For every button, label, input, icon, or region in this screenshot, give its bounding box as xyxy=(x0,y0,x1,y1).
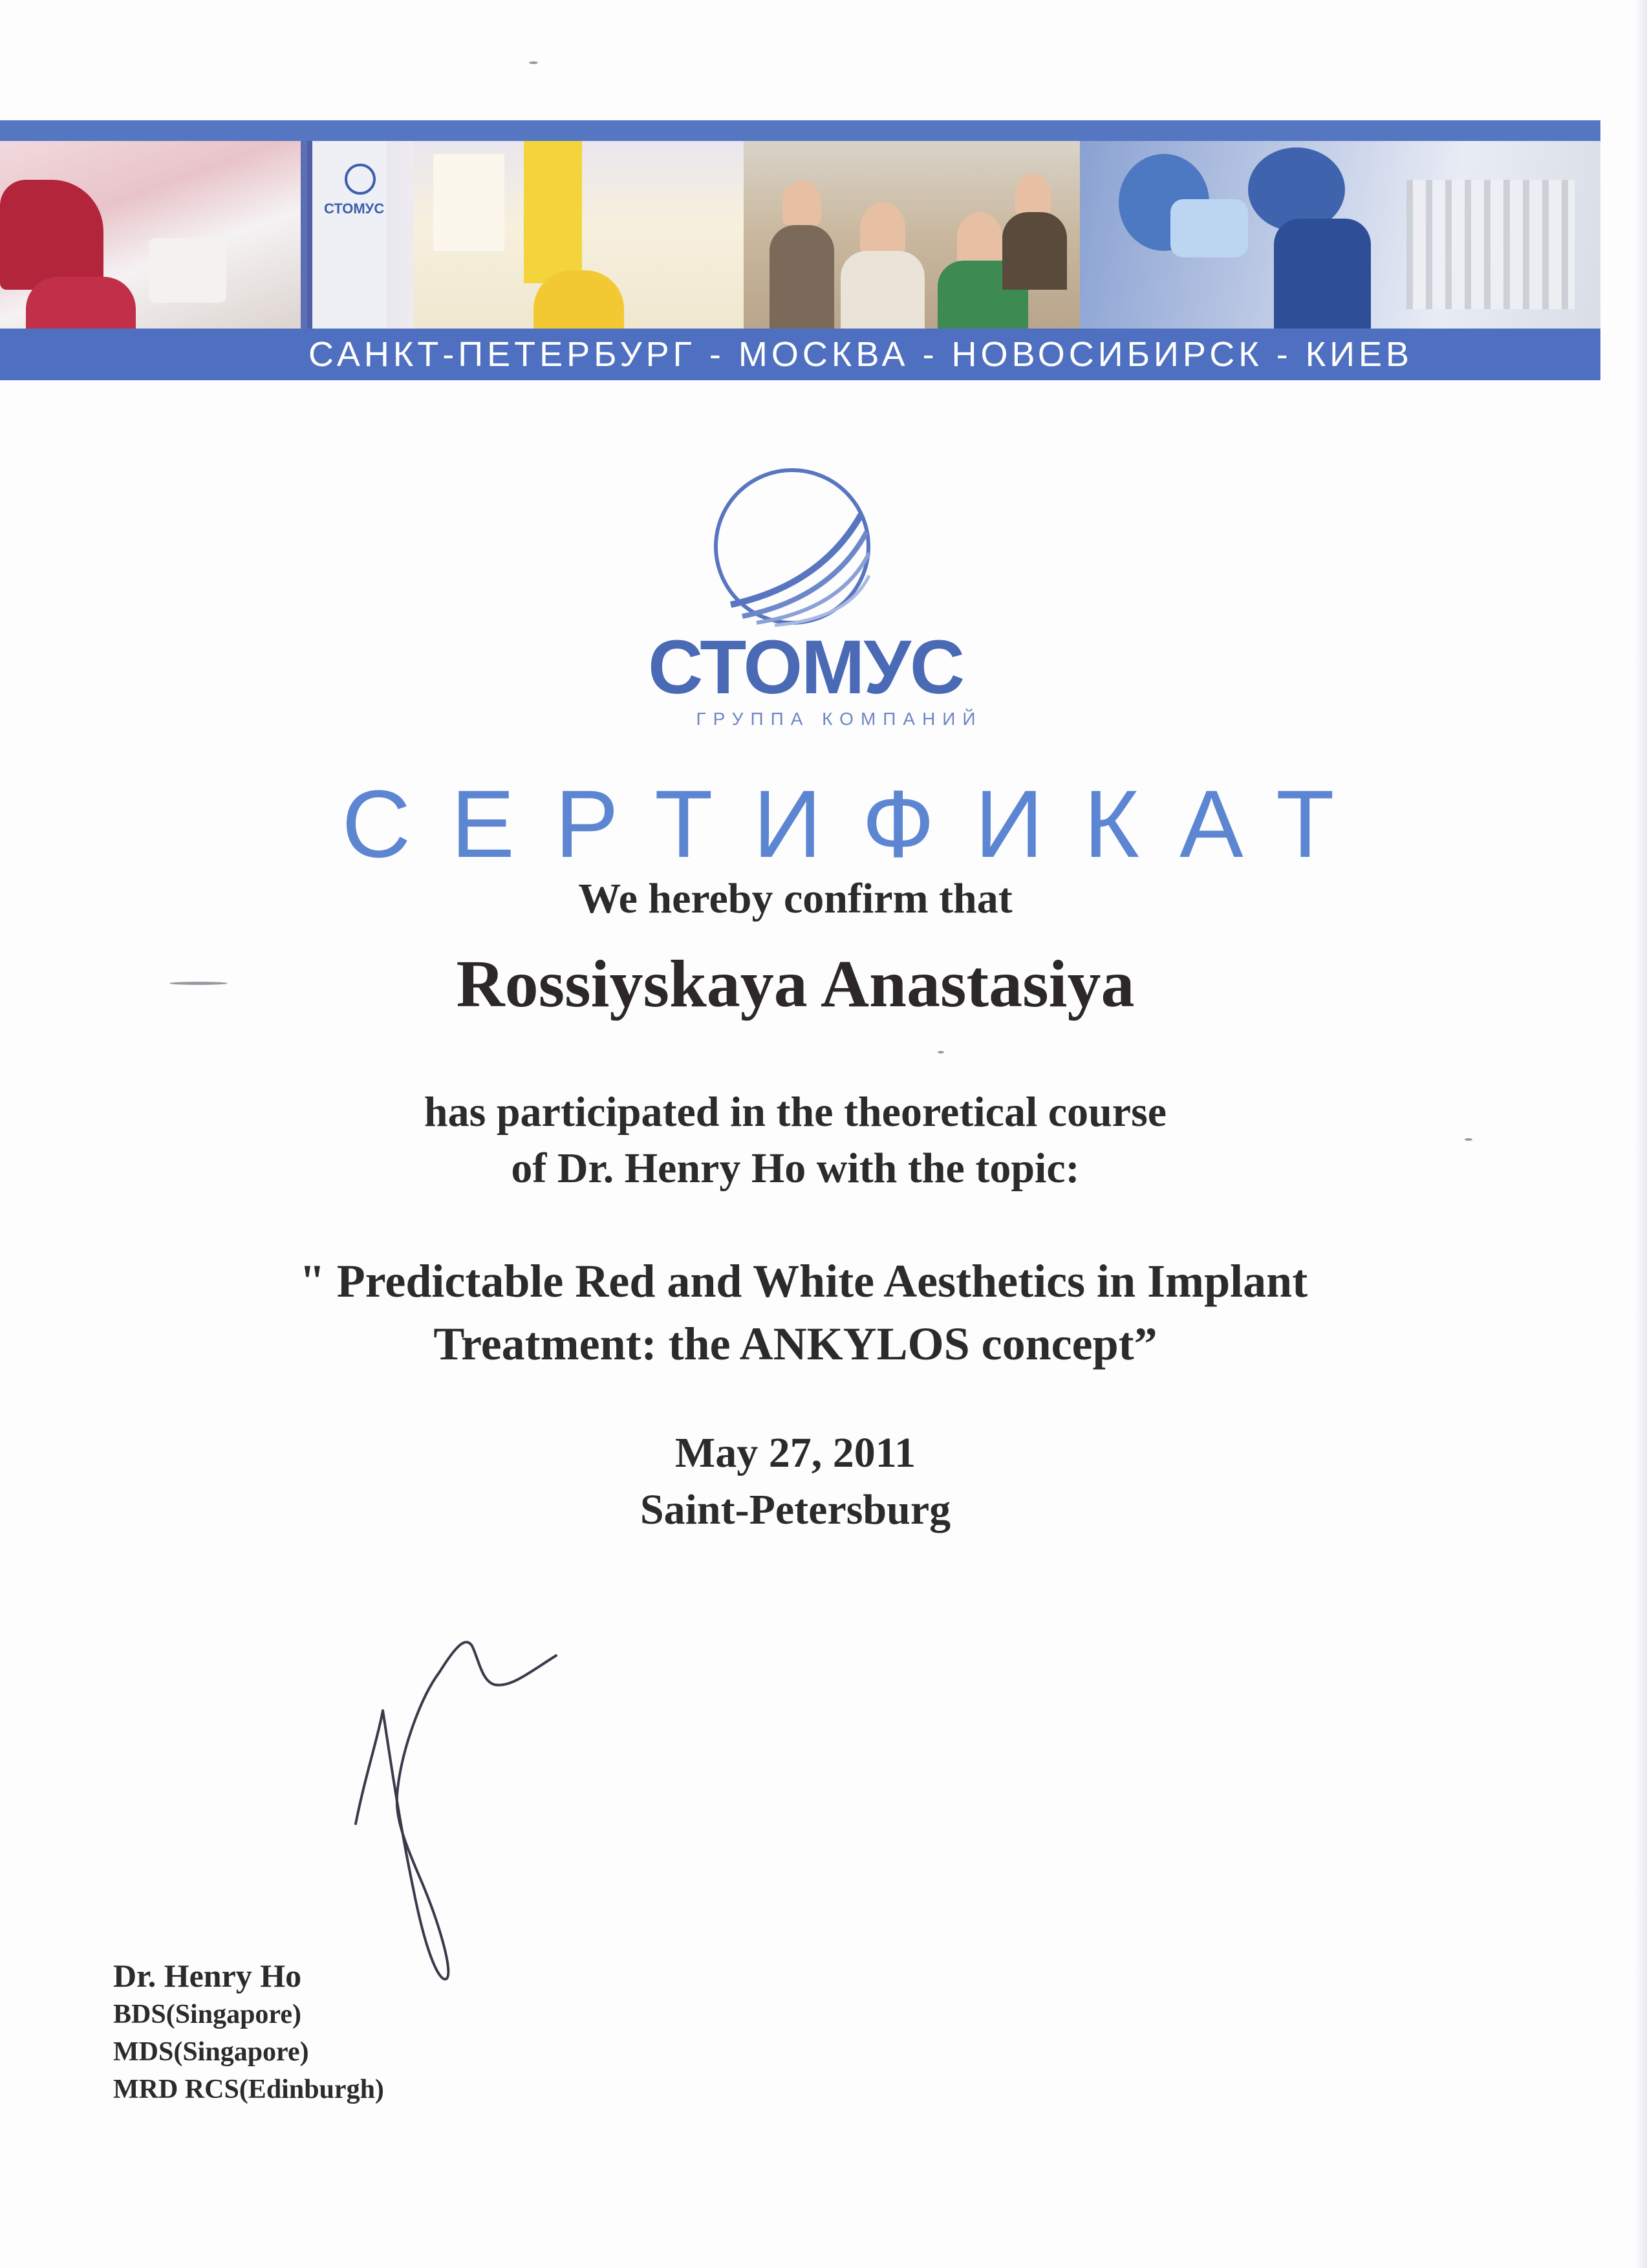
scan-speck xyxy=(169,982,228,985)
banner-cities: САНКТ-ПЕТЕРБУРГ - МОСКВА - НОВОСИБИРСК - КИЕВ xyxy=(0,329,1600,380)
yellow-panel-image xyxy=(524,141,582,283)
scan-speck xyxy=(1465,1138,1472,1141)
course-date: May 27, 2011 xyxy=(674,1429,916,1476)
stomus-logo-icon xyxy=(711,456,879,637)
page-edge-shadow xyxy=(1634,0,1647,2268)
attendee-image xyxy=(957,212,1002,264)
yellow-chair-image xyxy=(533,270,624,329)
topic-line-1: " Predictable Red and White Aesthetics in Implant xyxy=(299,1255,1308,1307)
signer-name: Dr. Henry Ho xyxy=(113,1958,302,1994)
mini-logo-icon xyxy=(345,164,376,195)
attendee-body-image xyxy=(770,225,834,329)
dental-unit-image xyxy=(149,238,226,303)
window-image xyxy=(433,154,504,251)
signer-credential: MRD RCS(Edinburgh) xyxy=(113,2075,384,2104)
topic-line-2: Treatment: the ANKYLOS concept” xyxy=(433,1318,1157,1370)
scan-speck xyxy=(938,1051,944,1053)
confirm-line: We hereby confirm that xyxy=(578,875,1013,922)
showroom-photo xyxy=(414,141,744,329)
course-city: Saint-Petersburg xyxy=(640,1486,951,1533)
dental-office-photo xyxy=(0,141,301,329)
attendee-body-image xyxy=(841,251,925,329)
dental-chair-seat-image xyxy=(26,277,136,329)
signature-image xyxy=(343,1620,576,1995)
showroom-logo-photo xyxy=(301,141,414,329)
surgeon-gown-image xyxy=(1274,219,1371,329)
scan-speck xyxy=(529,61,538,64)
attendee-body-image xyxy=(1002,212,1067,290)
banner-photo-strip xyxy=(0,141,1600,329)
course-line-2: of Dr. Henry Ho with the topic: xyxy=(511,1145,1080,1192)
certificate-title: СЕРТИФИКАТ xyxy=(341,771,1375,878)
attendee-image xyxy=(782,180,821,225)
recipient-name: Rossiyskaya Anastasiya xyxy=(456,947,1135,1021)
course-line-1: has participated in the theoretical course xyxy=(424,1088,1167,1136)
dental-chair-image xyxy=(0,180,103,290)
attendee-image xyxy=(1015,173,1051,215)
signer-credential: BDS(Singapore) xyxy=(113,2000,301,2029)
seminar-photo xyxy=(744,141,1080,329)
surgeon-mask-image xyxy=(1170,199,1248,257)
brand-subtitle: ГРУППА КОМПАНИЙ xyxy=(696,709,983,729)
banner-top-stripe xyxy=(0,120,1600,141)
attendee-image xyxy=(860,202,905,254)
brand-name: СТОМУС xyxy=(647,625,964,710)
surgery-photo xyxy=(1080,141,1600,329)
mini-logo-label: СТОМУС xyxy=(324,200,385,217)
surgical-tools-image xyxy=(1406,180,1575,309)
signer-credential: MDS(Singapore) xyxy=(113,2037,309,2067)
logo-plate-image xyxy=(307,141,387,329)
